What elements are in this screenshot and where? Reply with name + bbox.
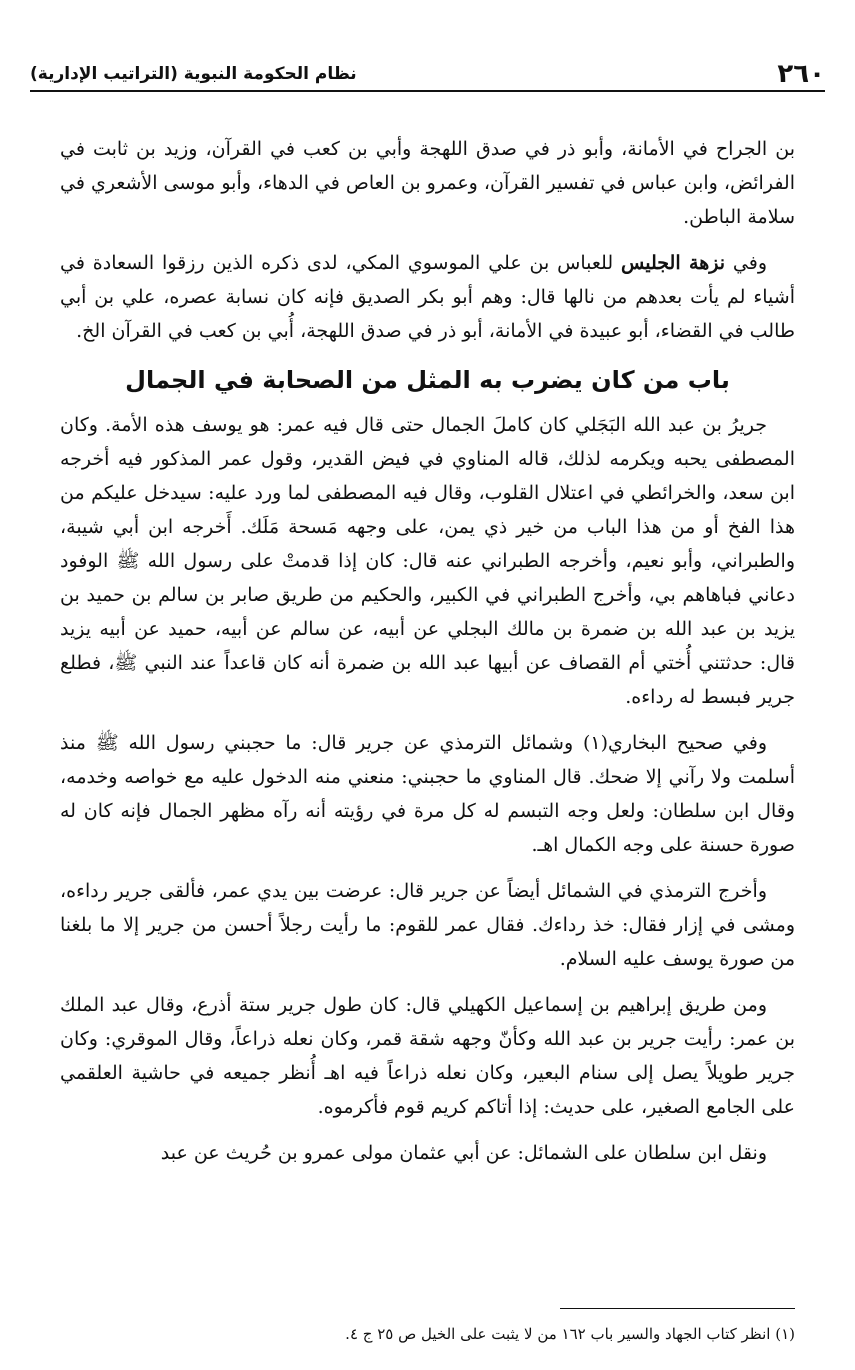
footnote: (١) انظر كتاب الجهاد والسير باب ١٦٢ من لا يثبت على الخيل ص ٢٥ ج ٤. (345, 1325, 795, 1343)
paragraph-7: ونقل ابن سلطان على الشمائل: عن أبي عثمان مولى عمرو بن حُريث عن عبد (160, 1142, 767, 1164)
running-title: نظام الحكومة النبوية (التراتيب الإدارية) (30, 64, 357, 84)
paragraph-1: بن الجراح في الأمانة، وأبو ذر في صدق اللهجة وأبي بن كعب في القرآن، وزيد بن ثابت في الفرائض، وابن عباس في تفسير القرآن، وعمرو بن العاص في الدهاء، وأبو موسى الأشعري في سلامة الباطن. (60, 138, 795, 228)
paragraph-5: وأخرج الترمذي في الشمائل أيضاً عن جرير قال: عرضت بين يدي عمر، فألقى جرير رداءه، ومشى في إزار فقال: خذ رداءك. فقال عمر للقوم: ما رأيت رجلاً أحسن من جرير إلا ما بلغنا من صورة يوسف عليه السلام. (60, 880, 795, 970)
paragraph-6: ومن طريق إبراهيم بن إسماعيل الكهيلي قال: كان طول جرير ستة أذرع، وقال عبد الملك بن عمر: رأيت جرير بن عبد الله وكأنّ وجهه شقة قمر، وكان نعله ذراعاً، وقال الموقري: وكان جرير طويلاً يصل إلى سنام البعير، وكان نعله ذراعاً فيه اهـ أُنظر جميعه في حاشية العلقمي على الجامع الصغير، على حديث: إذا أتاكم كريم قوم فأكرموه. (60, 994, 795, 1118)
book-title-nuzhat: نزهة الجليس (621, 252, 726, 274)
body-text (60, 132, 795, 1182)
paragraph-4: وفي صحيح البخاري(١) وشمائل الترمذي عن جرير قال: ما حجبني رسول الله ﷺ منذ أسلمت ولا رآني إلا ضحك. قال المناوي ما حجبني: منعني منه الدخول عليه مع خواصه وخدمه، وقال ابن سلطان: ولعل وجه التبسم له كل مرة في رؤيته أنه رآه مظهر الجمال فإنه كان له صورة حسنة على وجه الكمال اهـ. (60, 732, 795, 856)
page-header (30, 60, 825, 92)
paragraph-3: جريرُ بن عبد الله البَجَلي كان كاملَ الجمال حتى قال فيه عمر: هو يوسف هذه الأمة. وكان المصطفى يحبه ويكرمه لذلك، قاله المناوي في فيض القدير، وقول عمر المذكور فيه أخرجه ابن سعد، والخرائطي في اعتلال القلوب، وقال فيه المصطفى لما ورد عليه: سيدخل عليكم من هذا الفخ أو من هذا الباب من خير ذي يمن، على وجهه مَسحة مَلَك. أَخرجه ابن أبي شيبة، والطبراني، وأبو نعيم، وأخرجه الطبراني عنه قال: كان إذا قدمتْ على رسول الله ﷺ الوفود دعاني فباهاهم بي، وأخرج الطبراني في الكبير، والحكيم من طريق صابر بن سالم بن حميد بن يزيد بن عبد الله بن ضمرة بن مالك البجلي عن أبيه، عن سالم عن أبيه، حميد عن أبيه يزيد قال: حدثتني أُختي أم القصاف عن أبيها عبد الله بن ضمرة أنه كان قاعداً عند النبي ﷺ، فطلع جرير فبسط له رداءه. (60, 414, 795, 708)
page-number: ٢٦٠ (777, 59, 825, 89)
paragraph-2-prefix: وفي (725, 252, 768, 274)
paragraph-2-rest: للعباس بن علي الموسوي المكي، لدى ذكره الذين رزقوا السعادة في أشياء لم يأت بعدهم من نالها قال: وهم أبو بكر الصديق فإنه كان نسابة عصره، علي بن أبي طالب في القضاء، أبو عبيدة في الأمانة، أبو ذر في صدق اللهجة، أُبي بن كعب في القرآن الخ. (60, 252, 795, 342)
section-title: باب من كان يضرب به المثل من الصحابة في الجمال (125, 366, 730, 394)
paragraph-2 (60, 246, 795, 348)
footnote-divider (560, 1308, 795, 1309)
